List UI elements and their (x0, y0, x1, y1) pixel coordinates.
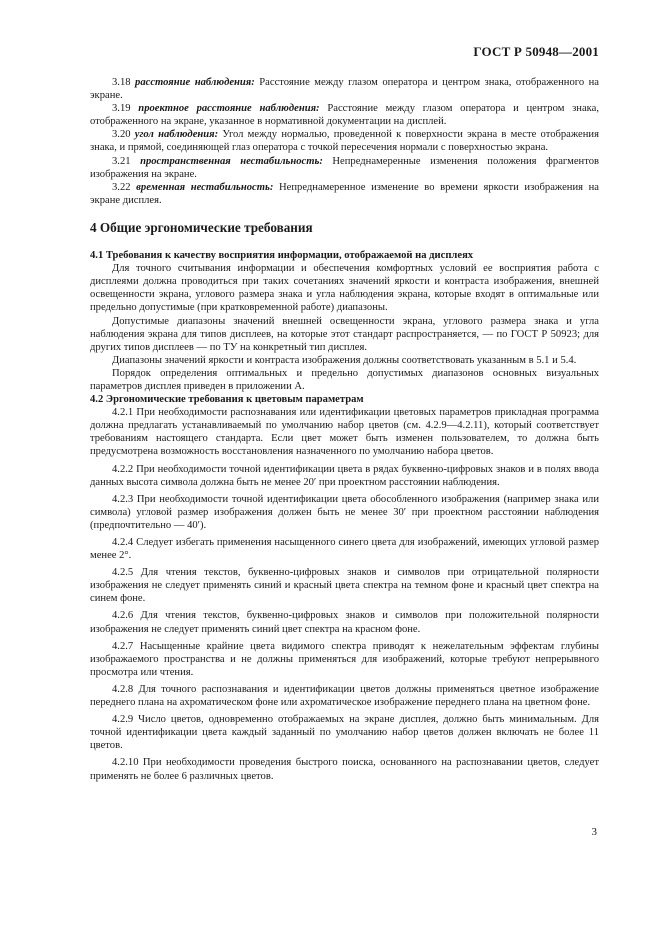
term-3-22 (90, 181, 599, 207)
page-number: 3 (591, 826, 597, 838)
term-number: 3.18 (112, 77, 131, 88)
clause-4-2-5: 4.2.5 Для чтения текстов, буквенно-цифровых знаков и символов при отрицательной полярности изображения не следует применять синий и красный цвета спектра на темном фоне и красный цвет спектра на синем фоне. (90, 567, 599, 605)
term-definition: Непреднамеренное изменение во времени яркости изображения на экране дисплея. (90, 181, 599, 206)
clause-4-2-6: 4.2.6 Для чтения текстов, буквенно-цифровых знаков и символов при положительной полярности изображения не следует применять синий цвет спектра на красном фоне. (90, 610, 599, 635)
term-title: пространственная нестабильность: (140, 155, 323, 167)
term-3-18 (90, 76, 599, 102)
paragraph: Порядок определения оптимальных и предельно допустимых диапазонов основных визуальных параметров дисплея приведен в приложении А. (90, 367, 599, 392)
subsection-4-1-title: 4.1 Требования к качеству восприятия информации, отображаемой на дисплеях (90, 250, 474, 262)
term-definition: Расстояние между глазом оператора и центром знака, отображенного на экране, указанное в нормативной документации на дисплей. (90, 103, 600, 128)
clause-4-2-4: 4.2.4 Следует избегать применения насыщенного синего цвета для изображений, имеющих угловой размер менее 2°. (90, 537, 599, 562)
standard-header: ГОСТ Р 50948—2001 (473, 44, 599, 59)
clause-4-2-2: 4.2.2 При необходимости точной идентификации цвета в рядах буквенно-цифровых знаков и в полях ввода данных высота символа должна быть не менее 20′ при проектном расстоянии наблюдения. (90, 463, 599, 488)
term-number: 3.22 (112, 181, 131, 193)
term-definition: Непреднамеренные изменения положения фрагментов изображения на экране. (90, 155, 599, 180)
term-title: угол наблюдения: (134, 129, 219, 141)
term-title: расстояние наблюдения: (135, 77, 255, 88)
clause-4-2-9: 4.2.9 Число цветов, одновременно отображаемых на экране дисплея, должно быть минимальным. Для точной идентификации цвета каждый заданный по умолчанию набор цветов должен включать не более 11 цветов. (90, 714, 599, 752)
clause-4-2-7: 4.2.7 Насыщенные крайние цвета видимого спектра приводят к нежелательным эффектам глубины изображаемого пространства и не должны применяться для изображений, которые требуют непрерывного просмотра или чтения. (90, 640, 599, 678)
term-number: 3.21 (112, 155, 131, 167)
page-content (90, 76, 599, 783)
term-definition: Угол между нормалью, проведенной к поверхности экрана в месте отображения знака, и прямой, соединяющей глаз оператора с точкой пересечения нормали с поверхностью экрана. (90, 129, 599, 154)
clause-4-2-3: 4.2.3 При необходимости точной идентификации цвета обособленного изображения (например знака или символа) угловой размер изображения должен быть не менее 30′ при проектном расстоянии наблюдения (предпочтительно — 40′). (90, 493, 599, 531)
term-title: временная нестабильность: (136, 181, 274, 193)
term-3-19 (90, 102, 599, 128)
paragraph: Диапазоны значений яркости и контраста изображения должны соответствовать указанным в 5.1 и 5.4. (112, 354, 577, 366)
clause-4-2-8: 4.2.8 Для точного распознавания и идентификации цветов должны применяться цветное изображение переднего плана на ахроматическом фоне или ахроматическое изображение переднего плана на цветном фоне. (90, 683, 599, 709)
term-number: 3.19 (112, 103, 131, 115)
subsection-4-2-title: 4.2 Эргономические требования к цветовым параметрам (90, 394, 364, 406)
term-3-21 (90, 155, 599, 181)
term-number: 3.20 (112, 129, 131, 141)
term-3-20 (90, 128, 599, 154)
paragraph: Допустимые диапазоны значений внешней освещенности экрана, углового размера знака и угла наблюдения экрана для типов дисплеев, на которые этот стандарт распространяется, — по ГОСТ Р 50923; для других типов дисплеев — по ТУ на конкретный тип дисплея. (90, 315, 599, 353)
clause-4-2-10: 4.2.10 При необходимости проведения быстрого поиска, основанного на распознавании цветов, следует применять не более 6 различных цветов. (90, 757, 599, 782)
term-title: проектное расстояние наблюдения: (138, 103, 320, 115)
term-definition: Расстояние между глазом оператора и центром знака, отображенного на экране. (90, 77, 599, 102)
section-4-title: 4 Общие эргономические требования (90, 219, 313, 235)
paragraph: Для точного считывания информации и обеспечения комфортных условий ее восприятия работа с дисплеями должна проводиться при таких сочетаниях значений яркости и контраста изображения, внешней освещенности экрана, углового размера знака и угла наблюдения экрана, которые входят в оптимальные или предельно допустимые (при кратковременной работе) диапазоны. (90, 263, 599, 314)
clause-4-2-1: 4.2.1 При необходимости распознавания или идентификации цветовых параметров прикладная программа должна предлагать устанавливаемый по умолчанию набор цветов (см. 4.2.9—4.2.11), который соответствует требованиям настоящего стандарта. Если цвет может быть изменен пользователем, то должна быть предусмотрена возможность восстановления назначенного по умолчанию набора цветов. (90, 407, 599, 458)
